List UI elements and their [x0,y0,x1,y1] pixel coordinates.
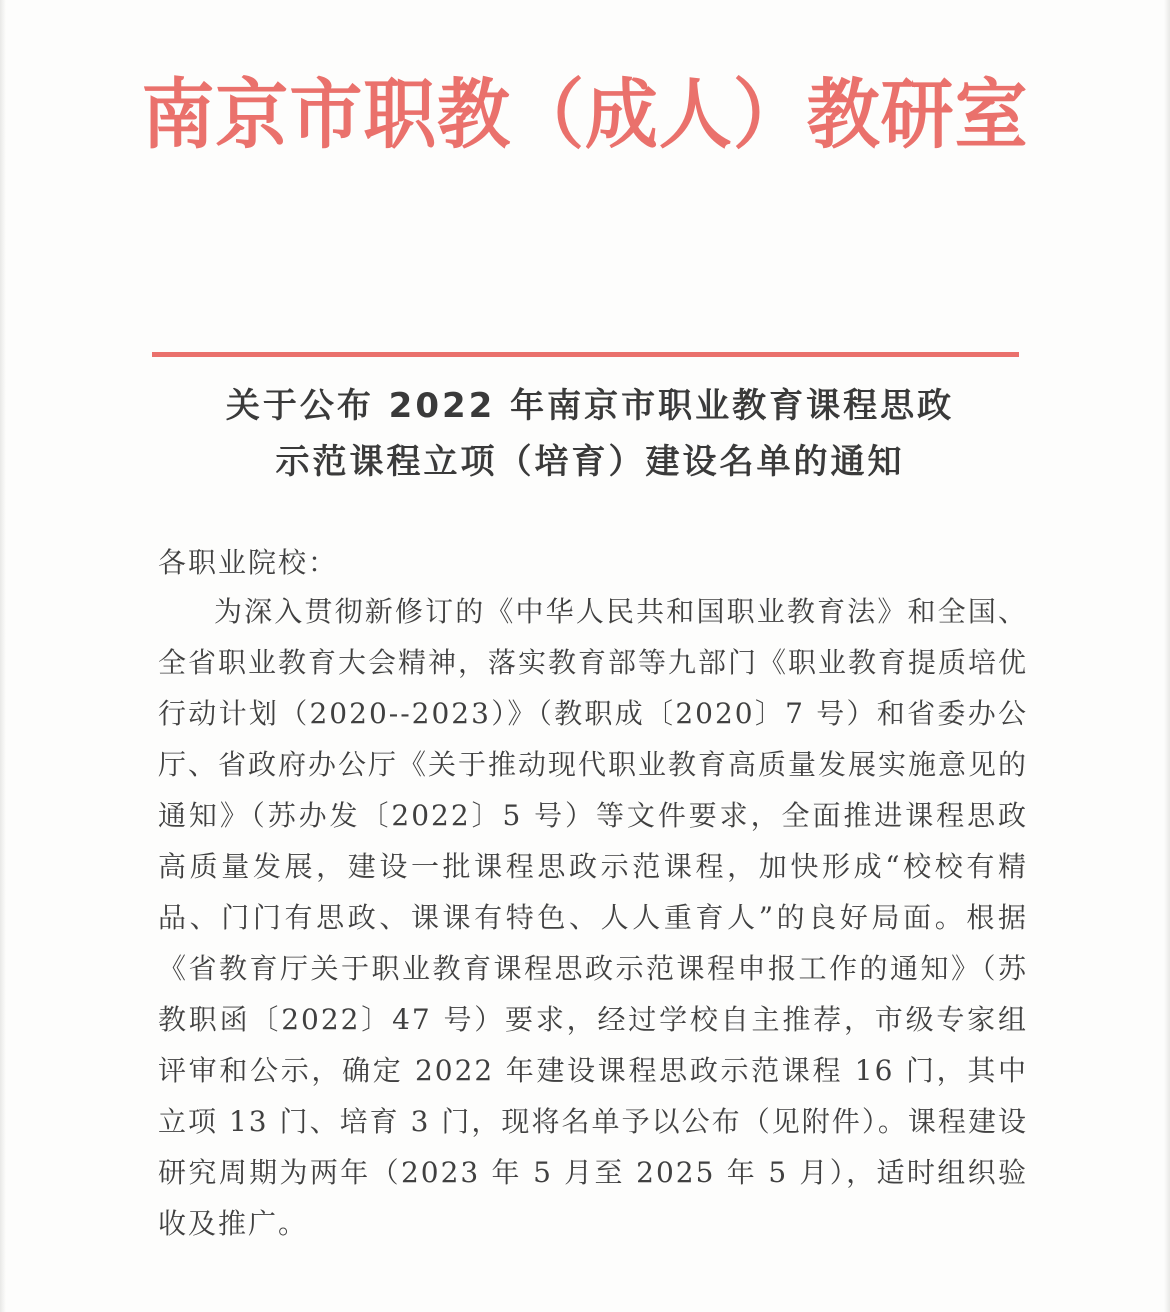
letterhead-red-rule [152,352,1019,357]
letterhead-org-name: 南京市职教（成人）教研室 [141,70,1029,159]
salutation: 各职业院校： [158,546,339,579]
notice-body [158,540,1028,1249]
page-edge-right [1164,0,1170,1312]
notice-title-line-1: 关于公布 2022 年南京市职业教育课程思政 [225,386,955,426]
notice-title [130,378,1050,490]
body-paragraph: 为深入贯彻新修订的《中华人民共和国职业教育法》和全国、全省职业教育大会精神，落实教育部等九部门《职业教育提质培优行动计划（2020--2023）》（教职成〔2020〕7 号）和省委办公厅、省政府办公厅《关于推动现代职业教育高质量发展实施意见的通知》（苏办发〔2022〕5 号）等文件要求，全面推进课程思政高质量发展，建设一批课程思政示范课程，加快形成“校校有精品、门门有思政、课课有特色、人人重育人”的良好局面。根据《省教育厅关于职业教育课程思政示范课程申报工作的通知》（苏教职函〔2022〕47 号）要求，经过学校自主推荐，市级专家组评审和公示，确定 2022 年建设课程思政示范课程 16 门，其中立项 13 门、培育 3 门，现将名单予以公布（见附件）。课程建设研究周期为两年（2023 年 5 月至 2025 年 5 月），适时组织验收及推广。 [158,595,1029,1240]
page-edge-left [0,0,6,1312]
notice-title-line-2: 示范课程立项（培育）建设名单的通知 [275,442,905,482]
